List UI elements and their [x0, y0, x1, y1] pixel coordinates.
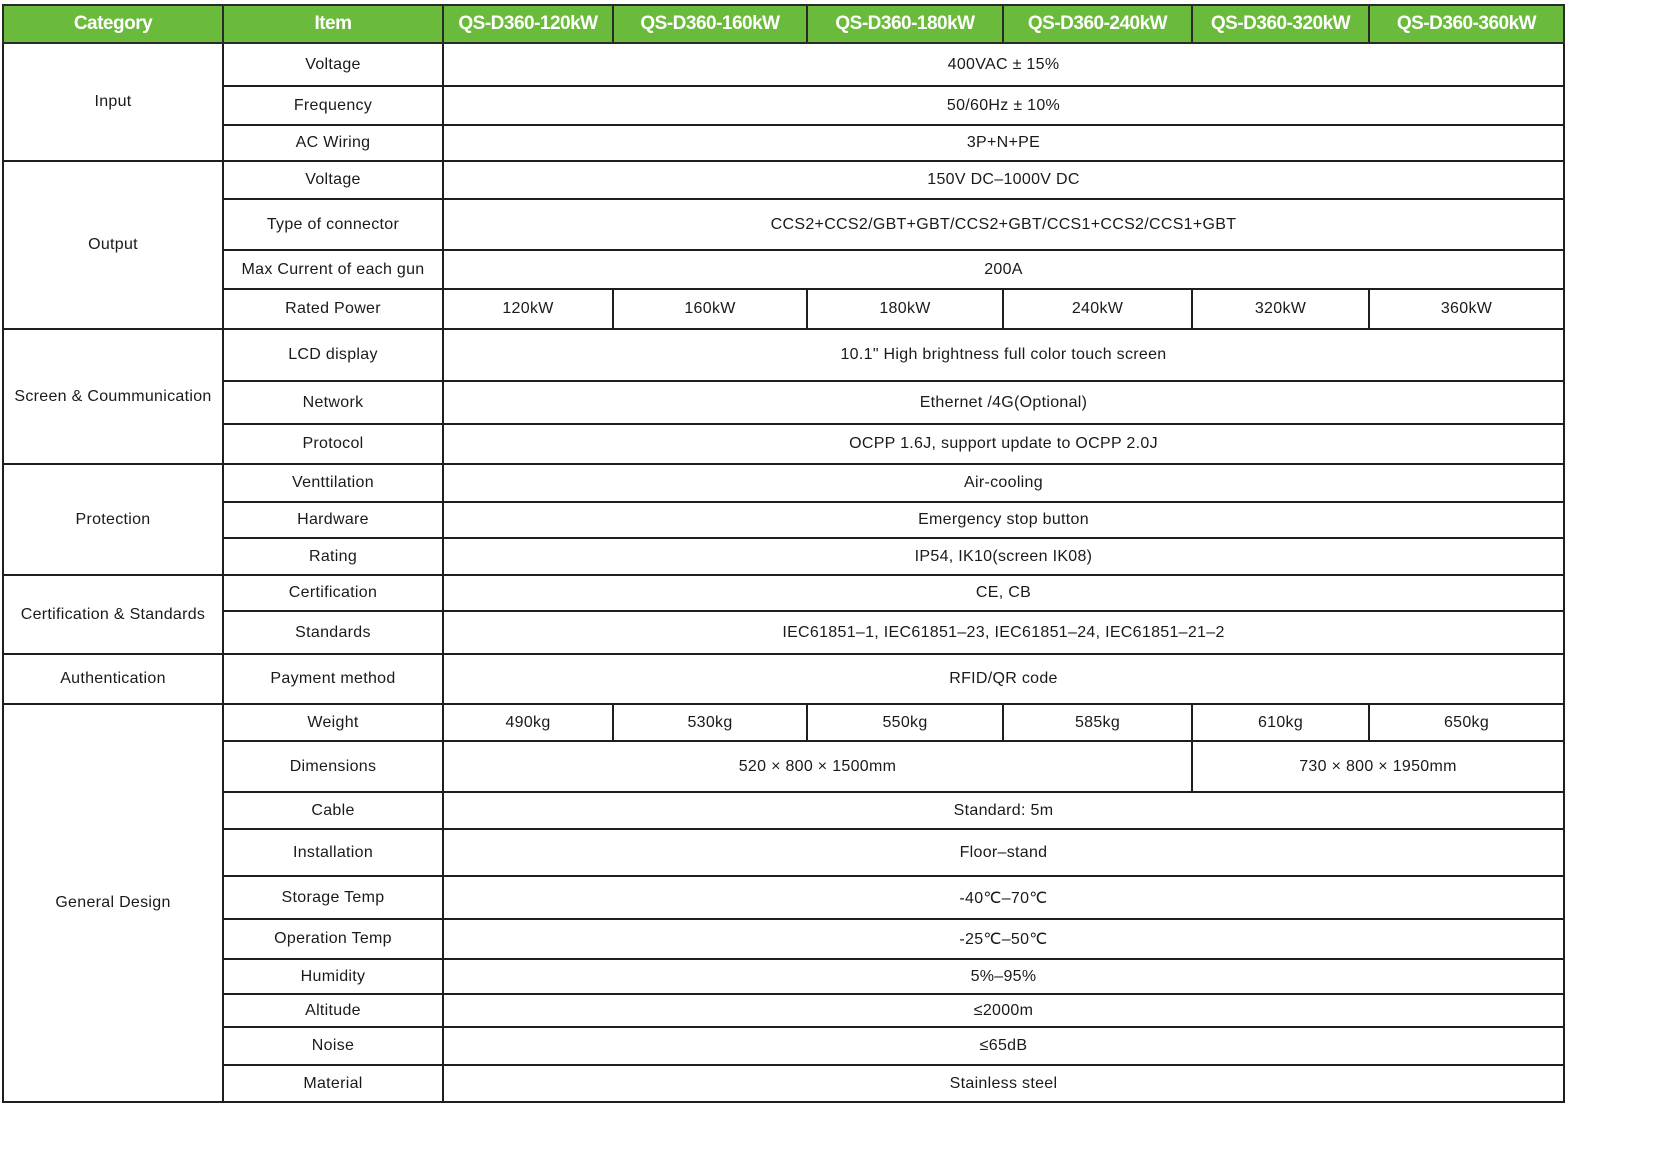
item-cell: Frequency: [223, 86, 443, 125]
table-row: [3, 464, 1564, 502]
item-cell: Network: [223, 381, 443, 424]
value-cell: OCPP 1.6J, support update to OCPP 2.0J: [443, 424, 1564, 464]
value-cell: 490kg: [443, 704, 613, 741]
table-row: [3, 741, 1564, 792]
category-cell: General Design: [3, 704, 223, 1102]
item-cell: Noise: [223, 1027, 443, 1065]
item-cell: Hardware: [223, 502, 443, 538]
category-cell: Authentication: [3, 654, 223, 704]
value-cell: 200A: [443, 250, 1564, 289]
category-cell: Input: [3, 43, 223, 161]
item-cell: Type of connector: [223, 199, 443, 250]
item-cell: Max Current of each gun: [223, 250, 443, 289]
item-cell: Altitude: [223, 994, 443, 1027]
header-model: QS-D360-180kW: [807, 5, 1003, 43]
table-row: [3, 792, 1564, 829]
value-cell: 160kW: [613, 289, 807, 329]
table-row: [3, 1027, 1564, 1065]
table-header-row: [3, 5, 1564, 43]
table-row: [3, 161, 1564, 199]
value-cell: ≤2000m: [443, 994, 1564, 1027]
value-cell: 360kW: [1369, 289, 1564, 329]
value-cell: 240kW: [1003, 289, 1192, 329]
item-cell: Humidity: [223, 959, 443, 994]
value-cell: 585kg: [1003, 704, 1192, 741]
table-row: [3, 829, 1564, 876]
item-cell: Certification: [223, 575, 443, 611]
table-row: [3, 876, 1564, 919]
item-cell: Voltage: [223, 43, 443, 86]
table-row: [3, 538, 1564, 575]
value-cell: 610kg: [1192, 704, 1369, 741]
value-cell: IP54, IK10(screen IK08): [443, 538, 1564, 575]
value-cell: CCS2+CCS2/GBT+GBT/CCS2+GBT/CCS1+CCS2/CCS1+GBT: [443, 199, 1564, 250]
value-cell: 150V DC–1000V DC: [443, 161, 1564, 199]
table-row: [3, 250, 1564, 289]
table-row: [3, 199, 1564, 250]
item-cell: Payment method: [223, 654, 443, 704]
header-item: Item: [223, 5, 443, 43]
value-cell: ≤65dB: [443, 1027, 1564, 1065]
value-cell: Standard: 5m: [443, 792, 1564, 829]
item-cell: Dimensions: [223, 741, 443, 792]
value-cell: 320kW: [1192, 289, 1369, 329]
value-cell: CE, CB: [443, 575, 1564, 611]
value-cell: Air-cooling: [443, 464, 1564, 502]
item-cell: Protocol: [223, 424, 443, 464]
item-cell: LCD display: [223, 329, 443, 381]
header-model: QS-D360-120kW: [443, 5, 613, 43]
table-row: [3, 43, 1564, 86]
table-row: [3, 994, 1564, 1027]
value-cell: 120kW: [443, 289, 613, 329]
item-cell: Material: [223, 1065, 443, 1102]
item-cell: Weight: [223, 704, 443, 741]
item-cell: Installation: [223, 829, 443, 876]
table-row: [3, 704, 1564, 741]
value-cell: 550kg: [807, 704, 1003, 741]
table-row: [3, 329, 1564, 381]
table-row: [3, 424, 1564, 464]
value-cell: Emergency stop button: [443, 502, 1564, 538]
value-cell: 730 × 800 × 1950mm: [1192, 741, 1564, 792]
value-cell: 180kW: [807, 289, 1003, 329]
item-cell: Cable: [223, 792, 443, 829]
table-row: [3, 502, 1564, 538]
value-cell: Ethernet /4G(Optional): [443, 381, 1564, 424]
category-cell: Output: [3, 161, 223, 329]
item-cell: Voltage: [223, 161, 443, 199]
value-cell: Stainless steel: [443, 1065, 1564, 1102]
value-cell: 400VAC ± 15%: [443, 43, 1564, 86]
value-cell: IEC61851–1, IEC61851–23, IEC61851–24, IEC61851–21–2: [443, 611, 1564, 654]
header-category: Category: [3, 5, 223, 43]
table-row: [3, 919, 1564, 959]
item-cell: Rating: [223, 538, 443, 575]
header-model: QS-D360-360kW: [1369, 5, 1564, 43]
value-cell: -40℃–70℃: [443, 876, 1564, 919]
table-row: [3, 1065, 1564, 1102]
item-cell: Venttilation: [223, 464, 443, 502]
category-cell: Screen & Coummunication: [3, 329, 223, 464]
table-row: [3, 611, 1564, 654]
value-cell: 50/60Hz ± 10%: [443, 86, 1564, 125]
value-cell: Floor–stand: [443, 829, 1564, 876]
table-row: [3, 381, 1564, 424]
item-cell: Standards: [223, 611, 443, 654]
table-row: [3, 575, 1564, 611]
table-row: [3, 289, 1564, 329]
value-cell: 3P+N+PE: [443, 125, 1564, 161]
header-model: QS-D360-160kW: [613, 5, 807, 43]
value-cell: 5%–95%: [443, 959, 1564, 994]
item-cell: Operation Temp: [223, 919, 443, 959]
spec-table: [2, 4, 1565, 1103]
value-cell: 10.1" High brightness full color touch screen: [443, 329, 1564, 381]
value-cell: RFID/QR code: [443, 654, 1564, 704]
table-row: [3, 959, 1564, 994]
header-model: QS-D360-240kW: [1003, 5, 1192, 43]
table-row: [3, 125, 1564, 161]
category-cell: Protection: [3, 464, 223, 575]
value-cell: 650kg: [1369, 704, 1564, 741]
table-row: [3, 86, 1564, 125]
header-model: QS-D360-320kW: [1192, 5, 1369, 43]
category-cell: Certification & Standards: [3, 575, 223, 654]
value-cell: 520 × 800 × 1500mm: [443, 741, 1192, 792]
item-cell: Storage Temp: [223, 876, 443, 919]
value-cell: -25℃–50℃: [443, 919, 1564, 959]
table-row: [3, 654, 1564, 704]
item-cell: Rated Power: [223, 289, 443, 329]
value-cell: 530kg: [613, 704, 807, 741]
item-cell: AC Wiring: [223, 125, 443, 161]
